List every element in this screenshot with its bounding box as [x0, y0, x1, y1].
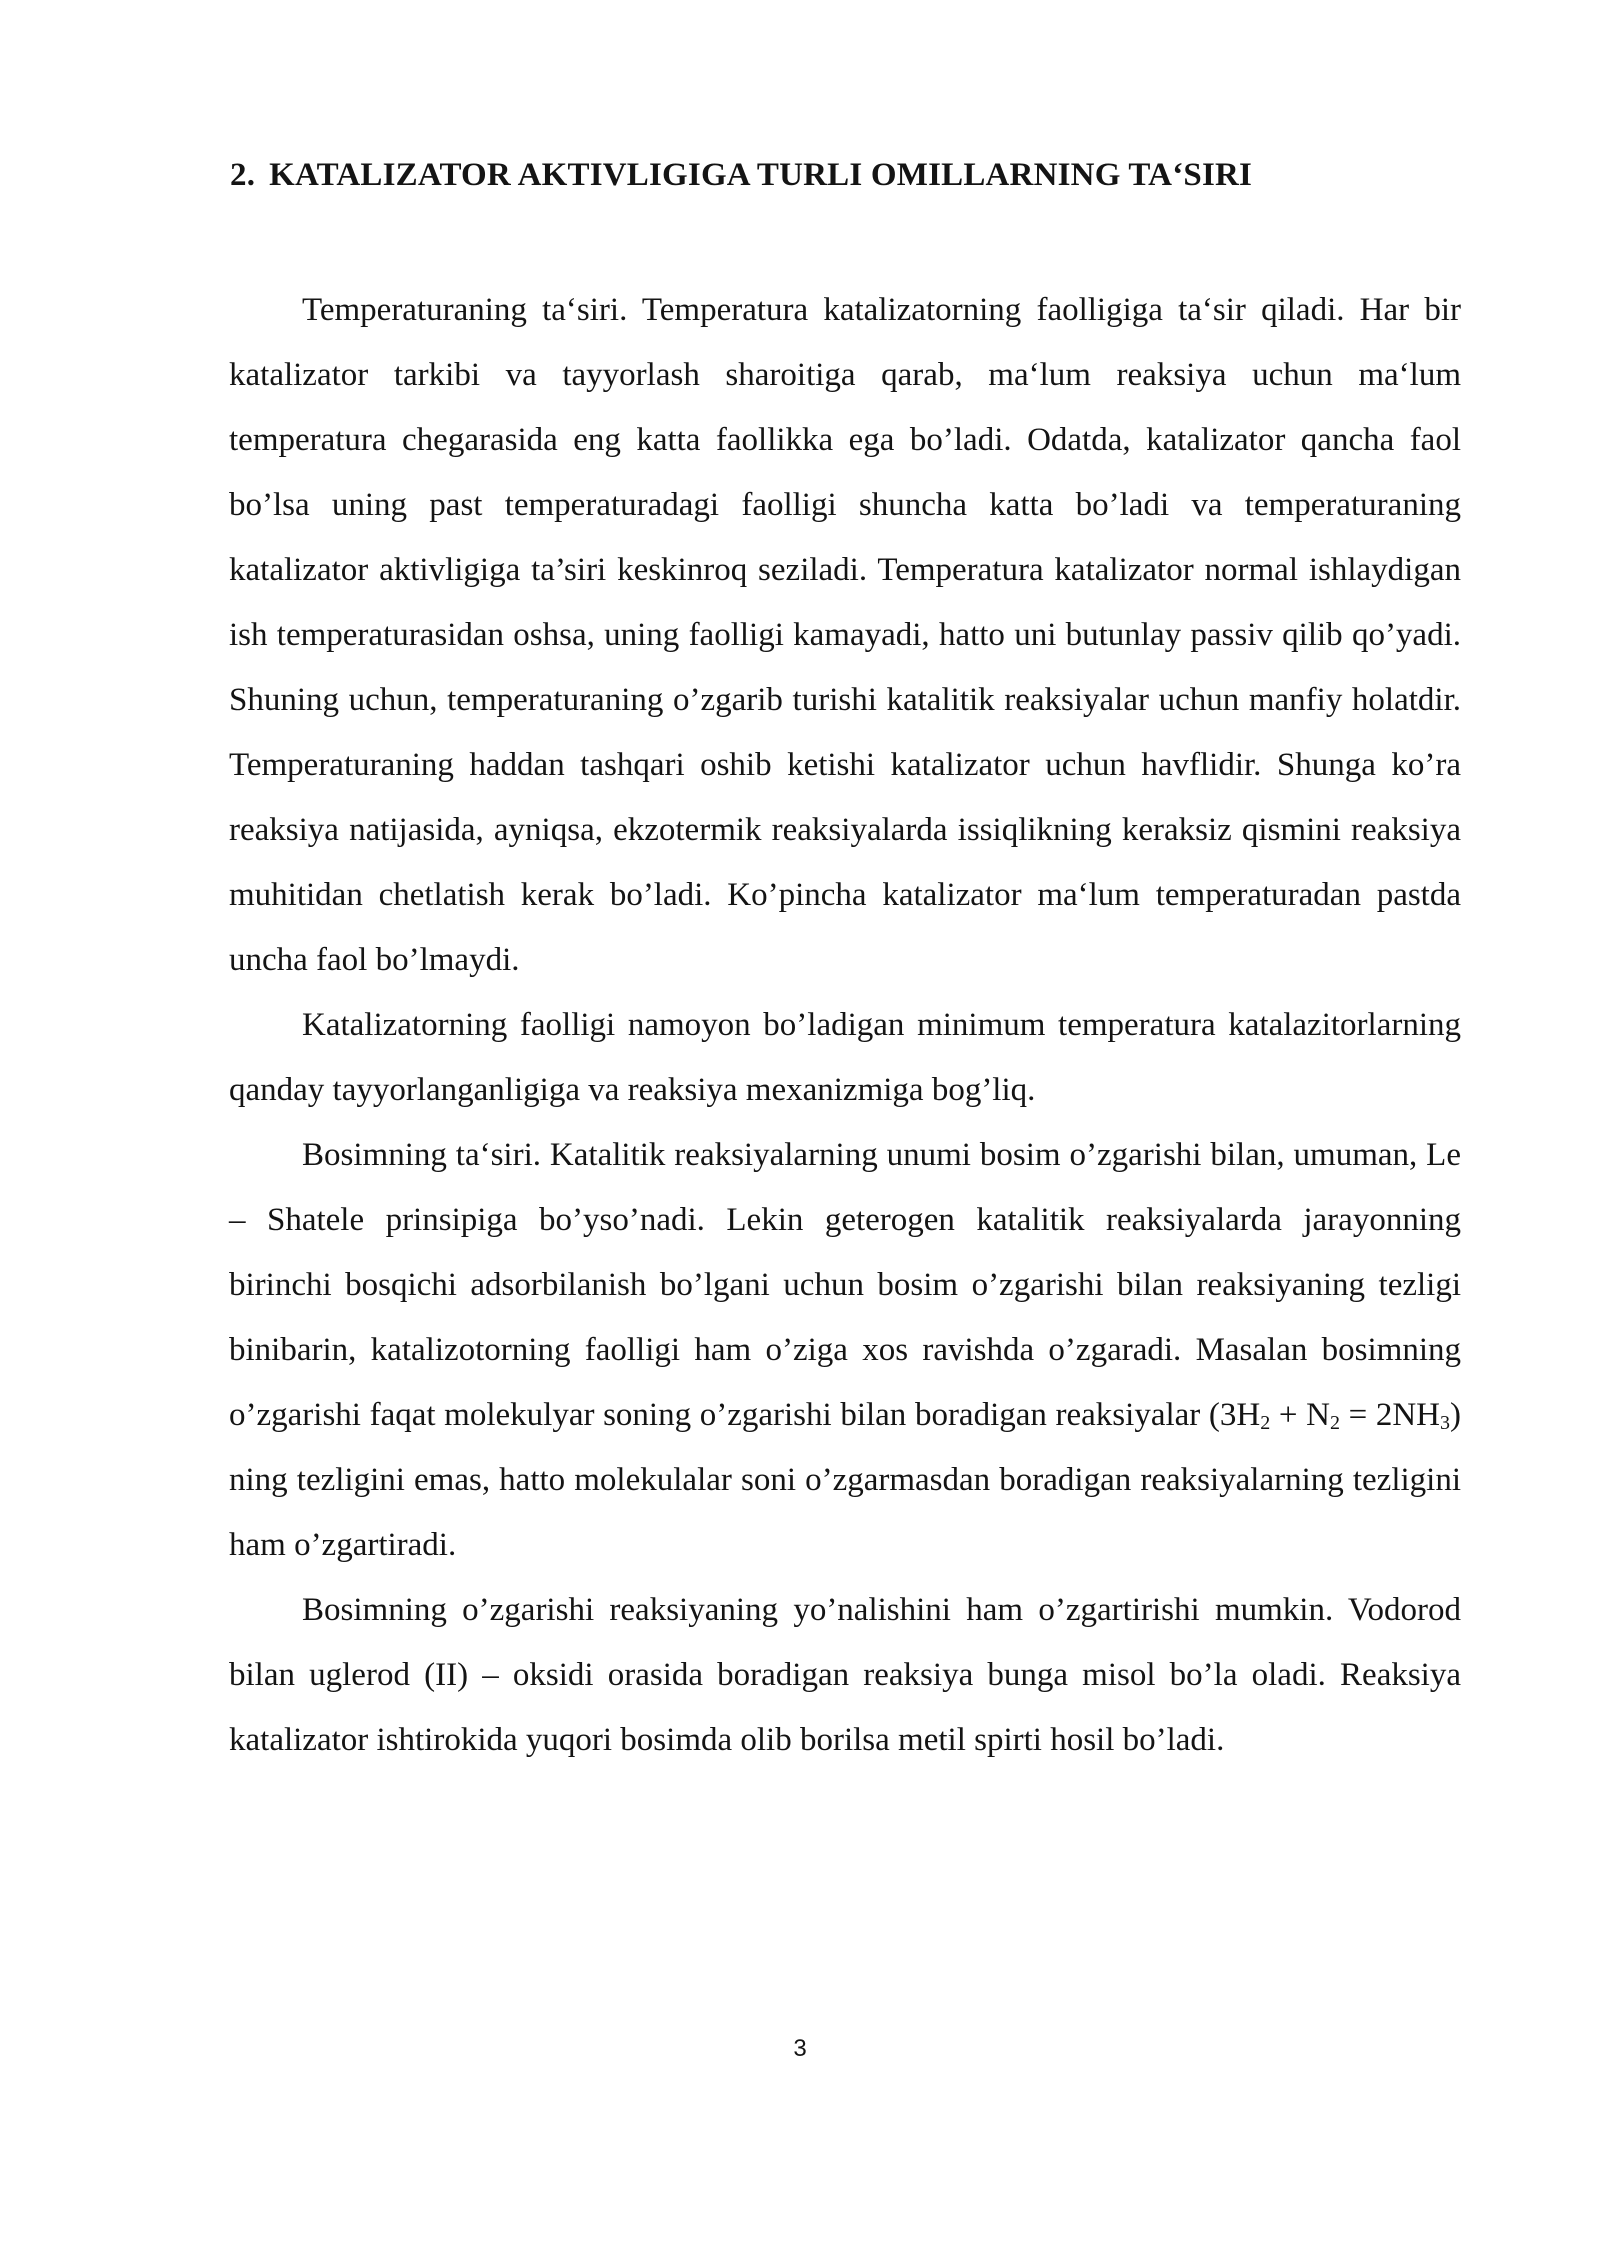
paragraph-temperature: Temperaturaning ta‘siri. Temperatura katalizatorning faolligiga ta‘sir qiladi. Har bir katalizator tarkibi va tayyorlash sharoitiga qarab, ma‘lum reaksiya uchun ma‘lum temperatura chegarasida eng katta faollikka ega bo’ladi. Odatda, katalizator qancha faol bo’lsa uning past temperaturadagi faolligi shuncha katta bo’ladi va temperaturaning katalizator aktivligiga ta’siri keskinroq seziladi. Temperatura katalizator normal ishlaydigan ish temperaturasidan oshsa, uning faolligi kamayadi, hatto uni butunlay passiv qilib qo’yadi. Shuning uchun, temperaturaning o’zgarib turishi katalitik reaksiyalar uchun manfiy holatdir. Temperaturaning haddan tashqari oshib ketishi katalizator uchun havflidir. Shunga ko’ra reaksiya natijasida, ayniqsa, ekzotermik reaksiyalarda issiqlikning keraksiz qismini reaksiya muhitidan chetlatish kerak bo’ladi. Ko’pincha katalizator ma‘lum temperaturadan pastda uncha faol bo’lmaydi.	[229, 292, 1461, 978]
equation-text: = 2NH	[1339, 1397, 1440, 1433]
body-text	[229, 278, 1461, 1773]
section-number: 2.	[230, 157, 256, 193]
subscript: 2	[1260, 1412, 1271, 1434]
section-title: KATALIZATOR AKTIVLIGIGA TURLI OMILLARNING TA‘SIRI	[269, 157, 1253, 193]
page-number: 3	[793, 2035, 807, 2062]
pressure-text-start: Bosimning ta‘siri. Katalitik reaksiyalarning unumi bosim o’zgarishi bilan, umuman, Le – Shatele prinsipiga bo’yso’nadi. Lekin geterogen katalitik reaksiyalarda jarayonning birinchi bosqichi adsorbilanish bo’lgani uchun bosim o’zgarishi bilan reaksiyaning tezligi binibarin, katalizotorning faolligi ham o’ziga xos ravishda o’zgaradi. Masalan bosimning o’zgarishi faqat molekulyar soning o’zgarishi bilan boradigan reaksiyalar (3H	[229, 1137, 1461, 1433]
subscript: 2	[1329, 1412, 1340, 1434]
paragraph-pressure	[229, 1123, 1461, 1578]
paragraph-pressure-direction: Bosimning o’zgarishi reaksiyaning yo’nalishini ham o’zgartirishi mumkin. Vodorod bilan uglerod (II) – oksidi orasida boradigan reaksiya bunga misol bo’la oladi. Reaksiya katalizator ishtirokida yuqori bosimda olib borilsa metil spirti hosil bo’ladi.	[229, 1592, 1461, 1758]
subscript: 3	[1440, 1412, 1450, 1434]
section-heading	[230, 150, 1470, 200]
pressure-text-end: ) ning tezligini emas, hatto molekulalar soni o’zgarmasdan boradigan reaksiyalarning tezligini ham o’zgartiradi.	[229, 1397, 1461, 1563]
paragraph-minimum-temperature: Katalizatorning faolligi namoyon bo’ladigan minimum temperatura katalazitorlarning qanday tayyorlanganligiga va reaksiya mexanizmiga bog’liq.	[229, 1007, 1461, 1108]
equation-text: + N	[1270, 1397, 1330, 1433]
